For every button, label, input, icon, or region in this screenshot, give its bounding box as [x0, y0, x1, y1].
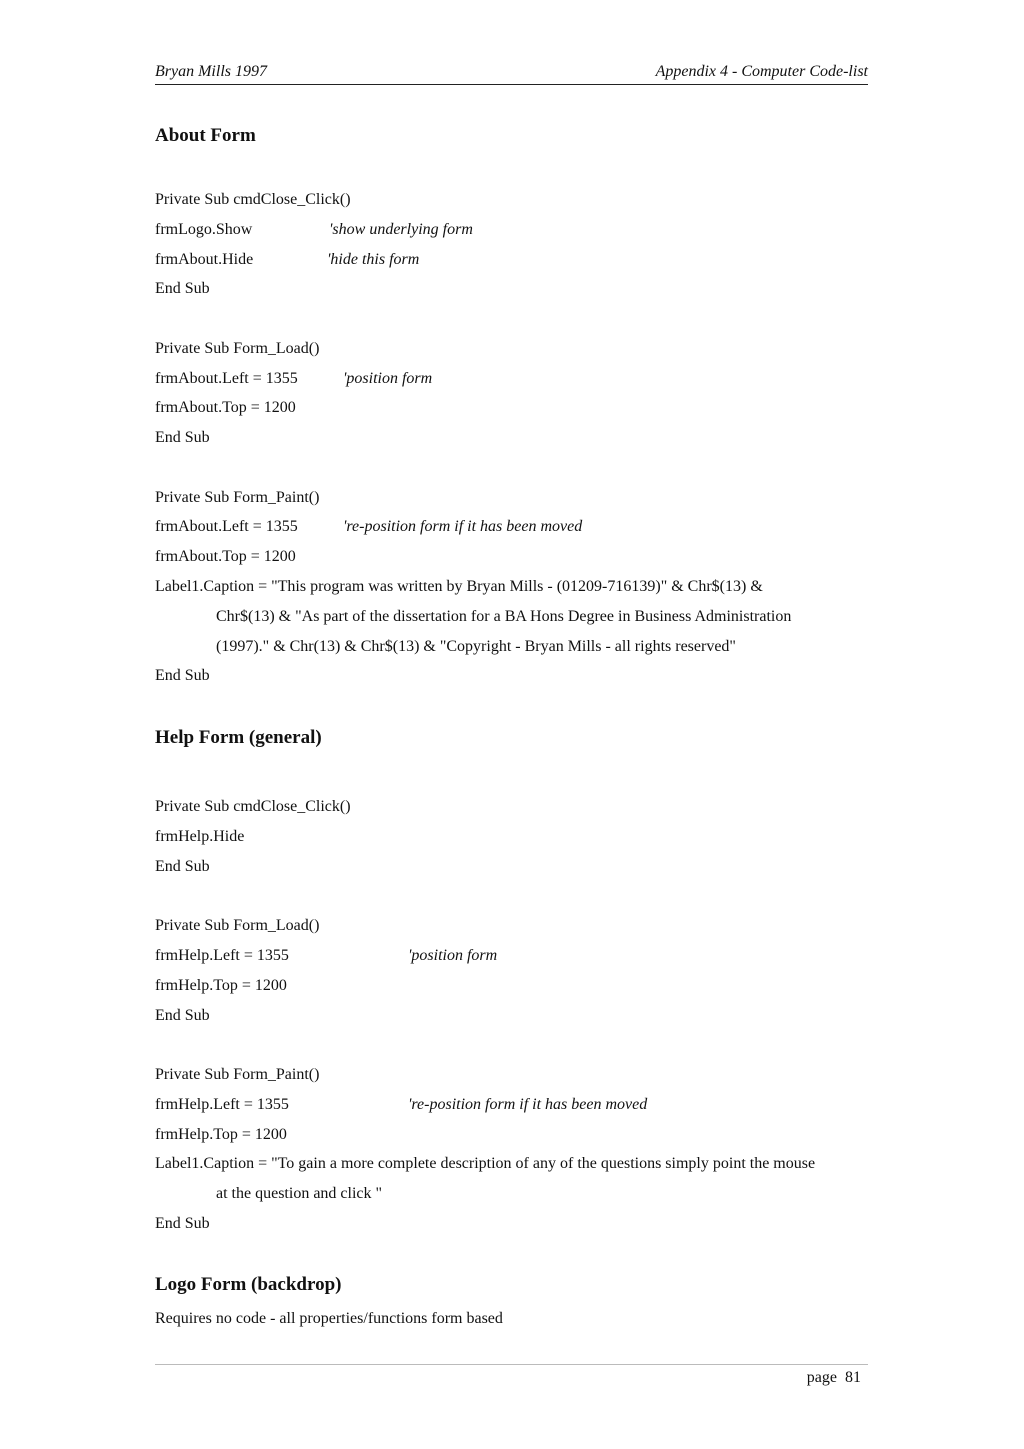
code-comment: 'hide this form — [327, 251, 420, 268]
section-text: Requires no code - all properties/functions form based — [155, 1310, 503, 1327]
running-header — [155, 62, 868, 85]
code-line: frmHelp.Hide — [155, 828, 245, 845]
code-line: Label1.Caption = "To gain a more complete description of any of the questions simply point the mouse — [155, 1155, 816, 1172]
code-line: Private Sub Form_Paint() — [155, 1066, 320, 1083]
code-line: End Sub — [155, 429, 210, 446]
code-comment: 're-position form if it has been moved — [343, 518, 583, 535]
code-line: frmHelp.Left = 1355 — [155, 947, 289, 964]
code-line: End Sub — [155, 858, 210, 875]
code-line: End Sub — [155, 1007, 210, 1024]
code-line-continued: at the question and click " — [216, 1185, 383, 1202]
page-number: 81 — [845, 1369, 861, 1386]
code-line: frmAbout.Top = 1200 — [155, 548, 296, 565]
header-appendix: Appendix 4 - Computer Code-list — [655, 63, 868, 80]
code-line: frmHelp.Top = 1200 — [155, 977, 287, 994]
code-line: frmAbout.Left = 1355 — [155, 518, 298, 535]
code-line: Private Sub Form_Load() — [155, 340, 320, 357]
code-line: frmHelp.Top = 1200 — [155, 1126, 287, 1143]
header-author: Bryan Mills 1997 — [155, 63, 267, 80]
code-line-continued: Chr$(13) & "As part of the dissertation for a BA Hons Degree in Business Administration — [216, 608, 792, 625]
code-comment: 're-position form if it has been moved — [408, 1096, 648, 1113]
code-line: End Sub — [155, 1215, 210, 1232]
code-line-continued: (1997)." & Chr(13) & Chr$(13) & "Copyright - Bryan Mills - all rights reserved" — [216, 638, 736, 655]
code-comment: 'position form — [408, 947, 498, 964]
code-line: Label1.Caption = "This program was written by Bryan Mills - (01209-716139)" & Chr$(13) & — [155, 578, 763, 595]
section-title-about: About Form — [155, 125, 256, 146]
page-footer — [799, 1369, 861, 1387]
page-label: page — [806, 1369, 837, 1386]
code-line: Private Sub Form_Paint() — [155, 489, 320, 506]
code-line: Private Sub cmdClose_Click() — [155, 191, 351, 208]
footer-rule — [155, 1364, 868, 1365]
code-line: Private Sub Form_Load() — [155, 917, 320, 934]
code-line: frmAbout.Hide — [155, 251, 254, 268]
code-line: Private Sub cmdClose_Click() — [155, 798, 351, 815]
code-line: End Sub — [155, 667, 210, 684]
section-title-help: Help Form (general) — [155, 727, 322, 748]
section-title-logo: Logo Form (backdrop) — [155, 1274, 342, 1295]
code-comment: 'show underlying form — [329, 221, 473, 238]
code-line: frmLogo.Show — [155, 221, 253, 238]
code-comment: 'position form — [343, 370, 433, 387]
code-line: frmHelp.Left = 1355 — [155, 1096, 289, 1113]
code-line: frmAbout.Left = 1355 — [155, 370, 298, 387]
code-line: End Sub — [155, 280, 210, 297]
code-line: frmAbout.Top = 1200 — [155, 399, 296, 416]
